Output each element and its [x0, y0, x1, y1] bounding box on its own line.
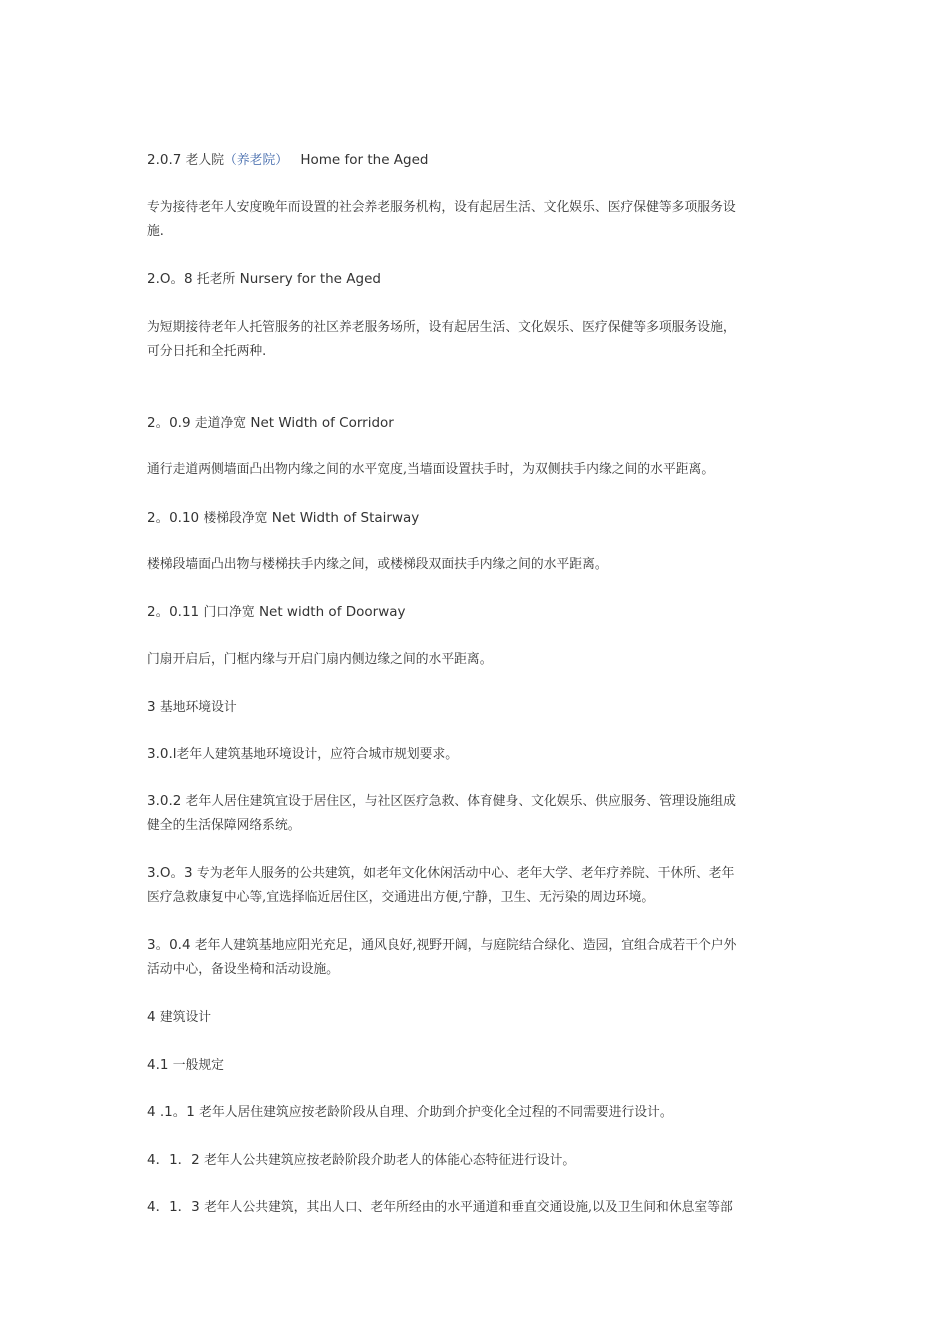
- clause-text: 老年人建筑基地环境设计，应符合城市规划要求。: [176, 747, 459, 762]
- chapter-heading-site-environment: [147, 695, 812, 720]
- clause-text: 老年人公共建筑应按老龄阶段介助老人的体能心态特征进行设计。: [204, 1153, 576, 1168]
- clause-304: [147, 933, 812, 958]
- clause-411: [147, 1100, 812, 1125]
- clause-number: 4．1．3: [147, 1199, 200, 1215]
- term-definition-line: 楼梯段墙面凸出物与楼梯扶手内缘之间，或楼梯段双面扶手内缘之间的水平距离。: [147, 557, 608, 572]
- term-title-cn: 老人院: [185, 153, 225, 168]
- term-number: 2.0.7: [147, 152, 182, 168]
- term-number: 2。0.9: [147, 415, 191, 431]
- clause-number: 4．1．2: [147, 1152, 200, 1168]
- term-title-en: Net width of Doorway: [258, 604, 406, 620]
- term-number: 2.O。8: [147, 271, 193, 287]
- clause-413: [147, 1195, 812, 1220]
- term-title-en: Net Width of Stairway: [271, 510, 420, 526]
- clause-text: 老年人居住建筑宜设于居住区，与社区医疗急救、体育健身、文化娱乐、供应服务、管理设施组成: [185, 794, 736, 809]
- chapter-title: 基地环境设计: [159, 700, 237, 715]
- term-heading-corridor-width: [147, 411, 812, 436]
- chapter-title: 建筑设计: [159, 1010, 212, 1025]
- term-definition-line: 为短期接待老年人托管服务的社区养老服务场所，设有起居生活、文化娱乐、医疗保健等多项服务设施，: [147, 320, 736, 335]
- term-title-cn: 楼梯段净宽: [203, 511, 268, 526]
- section-number: 4.1: [147, 1057, 169, 1073]
- clause-301: [147, 742, 812, 767]
- clause-number: 3.0.l: [147, 746, 177, 762]
- clause-text-line: 健全的生活保障网络系统。: [147, 818, 301, 833]
- clause-text: 老年人居住建筑应按老龄阶段从自理、介助到介护变化全过程的不同需要进行设计。: [199, 1105, 673, 1120]
- clause-text: 老年人建筑基地应阳光充足，通风良好,视野开阔，与庭院结合绿化、造园，宜组合成若干个户外: [194, 938, 737, 953]
- section-title: 一般规定: [172, 1058, 224, 1073]
- clause-number: 4 .1。1: [147, 1104, 195, 1120]
- term-definition-line: 可分日托和全托两种.: [147, 344, 267, 359]
- section-heading-general: [147, 1053, 812, 1078]
- chapter-number: 3: [147, 699, 156, 715]
- chapter-heading-building-design: [147, 1005, 812, 1030]
- term-number: 2。0.10: [147, 510, 200, 526]
- term-definition-line: 施.: [147, 224, 164, 239]
- clause-303: [147, 861, 812, 886]
- term-heading-stairway-width: [147, 506, 812, 531]
- chapter-number: 4: [147, 1009, 156, 1025]
- clause-412: [147, 1148, 812, 1173]
- paren-open: （: [224, 153, 237, 168]
- clause-text: 专为老年人服务的公共建筑，如老年文化休闲活动中心、老年大学、老年疗养院、干休所、老年: [196, 866, 735, 881]
- term-definition-line: 专为接待老年人安度晚年而设置的社会养老服务机构，设有起居生活、文化娱乐、医疗保健等多项服务设: [147, 200, 736, 215]
- term-heading-nursery-for-aged: [147, 267, 812, 292]
- term-definition-line: 通行走道两侧墙面凸出物内缘之间的水平宽度,当墙面设置扶手时，为双侧扶手内缘之间的水平距离。: [147, 462, 715, 477]
- term-title-cn: 托老所: [196, 272, 236, 287]
- clause-number: 3。0.4: [147, 937, 191, 953]
- paren-close: ）: [275, 153, 289, 168]
- term-title-cn: 门口净宽: [203, 605, 255, 620]
- term-title-cn: 走道净宽: [194, 416, 247, 431]
- clause-text-line: 医疗急救康复中心等,宜选择临近居住区，交通进出方便,宁静，卫生、无污染的周边环境。: [147, 890, 655, 905]
- term-heading-doorway-width: [147, 600, 812, 625]
- clause-text: 老年人公共建筑，其出人口、老年所经由的水平通道和垂直交通设施,以及卫生间和休息室等部: [204, 1200, 733, 1215]
- term-title-en: Net Width of Corridor: [250, 415, 394, 431]
- clause-text-line: 活动中心，备设坐椅和活动设施。: [147, 962, 339, 977]
- clause-number: 3.O。3: [147, 865, 193, 881]
- term-heading-home-for-aged: [147, 148, 812, 173]
- clause-302: [147, 789, 812, 814]
- term-link-nursing-home[interactable]: 养老院: [236, 153, 276, 168]
- term-number: 2。0.11: [147, 604, 200, 620]
- term-title-en: Home for the Aged: [300, 152, 429, 168]
- term-title-en: Nursery for the Aged: [239, 271, 381, 287]
- clause-number: 3.0.2: [147, 793, 182, 809]
- term-definition-line: 门扇开启后，门框内缘与开启门扇内侧边缘之间的水平距离。: [147, 652, 493, 667]
